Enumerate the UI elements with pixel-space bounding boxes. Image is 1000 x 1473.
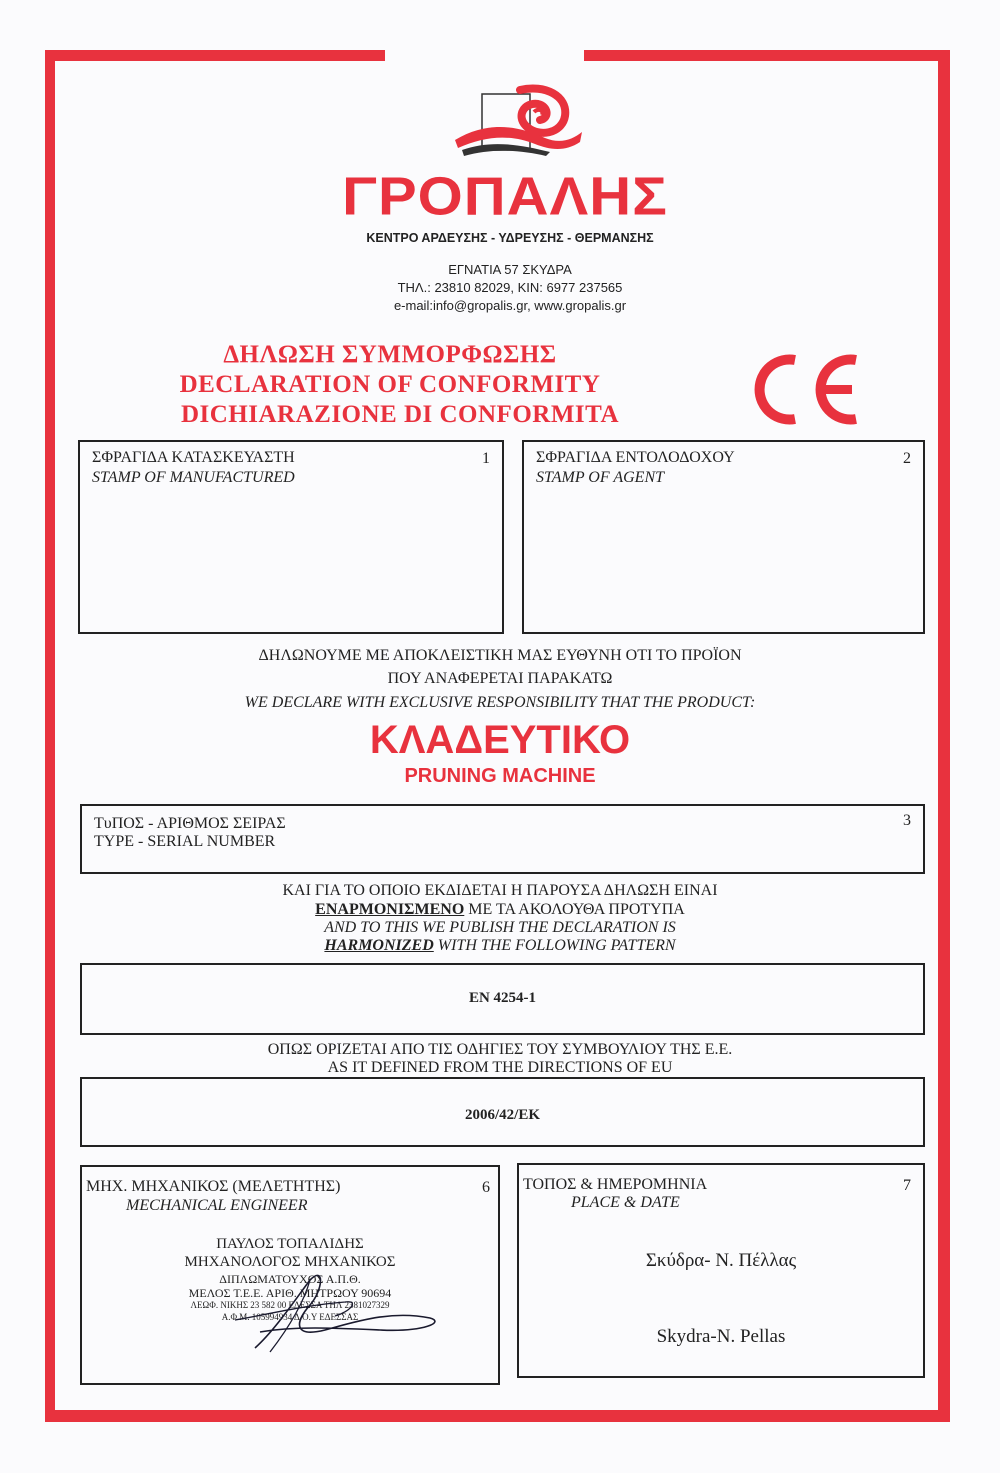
declare-line-1: ΔΗΛΩΝΟΥΜΕ ΜΕ ΑΠΟΚΛΕΙΣΤΙΚΗ ΜΑΣ ΕΥΘΥΝΗ ΟΤΙ ΤΟ ΠΡΟΪΟΝ xyxy=(258,647,742,664)
agent-stamp-box xyxy=(522,440,925,634)
engineer-stamp-title: ΜΗΧΑΝΟΛΟΓΟΣ ΜΗΧΑΝΙΚΟΣ xyxy=(184,1254,396,1270)
product-name-english: PRUNING MACHINE xyxy=(404,765,596,787)
company-address: ΕΓΝΑΤΙΑ 57 ΣΚΥΔΡΑ xyxy=(448,262,572,277)
directive-line-2: AS IT DEFINED FROM THE DIRECTIONS OF EU xyxy=(327,1059,673,1076)
place-greek: Σκύδρα- Ν. Πέλλας xyxy=(645,1250,797,1271)
harmonized-line-2-rest: ΜΕ ΤΑ ΑΚΟΛΟΥΘΑ ΠΡΟΤΥΠΑ xyxy=(464,901,685,918)
engineer-stamp-address: ΛΕΩΦ. ΝΙΚΗΣ 23 582 00 ΕΔΕΣΣΑ ΤΗΛ 2381027329 xyxy=(190,1300,390,1310)
engineer-stamp-diploma: ΔΙΠΛΩΜΑΤΟΥΧΟΣ Α.Π.Θ. xyxy=(219,1272,361,1286)
engineer-stamp-name: ΠΑΥΛΟΣ ΤΟΠΑΛΙΔΗΣ xyxy=(216,1236,364,1252)
company-email: e-mail:info@gropalis.gr, www.gropalis.gr xyxy=(393,298,627,313)
place-date-label-english: PLACE & DATE xyxy=(571,1194,680,1211)
harmonized-line-3: AND TO THIS WE PUBLISH THE DECLARATION IS xyxy=(324,919,676,936)
directive-box xyxy=(80,1077,925,1147)
declare-line-2: ΠΟΥ ΑΝΑΦΕΡΕΤΑΙ ΠΑΡΑΚΑΤΩ xyxy=(387,670,613,687)
standard-value: EN 4254-1 xyxy=(468,990,537,1006)
place-date-box xyxy=(517,1163,925,1378)
agent-stamp-label-english: STAMP OF AGENT xyxy=(536,469,665,486)
declare-line-3: WE DECLARE WITH EXCLUSIVE RESPONSIBILITY THAT THE PRODUCT: xyxy=(244,694,756,711)
type-serial-label-greek: ΤυΠΟΣ - ΑΡΙΘΜΟΣ ΣΕΙΡΑΣ xyxy=(94,815,286,832)
title-italian: DICHIARAZIONE DI CONFORMITA xyxy=(180,401,620,428)
standard-box xyxy=(80,963,925,1035)
company-logo-icon xyxy=(450,82,585,162)
directive-line-1: ΟΠΩΣ ΟΡΙΖΕΤΑΙ ΑΠΟ ΤΙΣ ΟΔΗΓΙΕΣ ΤΟΥ ΣΥΜΒΟΥΛΙΟΥ ΤΗΣ Ε.Ε. xyxy=(267,1041,733,1058)
box-number: 1 xyxy=(482,450,490,467)
box-number: 6 xyxy=(482,1179,490,1196)
manufacturer-stamp-label-greek: ΣΦΡΑΓΙΔΑ ΚΑΤΑΣΚΕΥΑΣΤΗ xyxy=(92,449,295,466)
harmonized-english-emphasis: HARMONIZED xyxy=(324,937,434,954)
harmonized-line-4-rest: WITH THE FOLLOWING PATTERN xyxy=(433,937,676,954)
manufacturer-stamp-box xyxy=(78,440,504,634)
type-serial-box xyxy=(80,804,925,874)
frame-bottom xyxy=(45,1410,950,1422)
brand-subtitle: ΚΕΝΤΡΟ ΑΡΔΕΥΣΗΣ - ΥΔΡΕΥΣΗΣ - ΘΕΡΜΑΝΣΗΣ xyxy=(366,231,654,245)
box-number: 3 xyxy=(903,812,911,829)
engineer-label-greek: ΜΗΧ. ΜΗΧΑΝΙΚΟΣ (ΜΕΛΕΤΗΤΗΣ) xyxy=(86,1178,341,1195)
engineer-stamp-member: ΜΕΛΟΣ Τ.Ε.Ε. ΑΡΙΘ. ΜΗΤΡΩΟΥ 90694 xyxy=(188,1286,392,1300)
type-serial-label-english: TYPE - SERIAL NUMBER xyxy=(94,833,276,850)
company-phone: ΤΗΛ.: 23810 82029, ΚΙΝ: 6977 237565 xyxy=(397,280,623,295)
engineer-label-english: MECHANICAL ENGINEER xyxy=(126,1197,308,1214)
frame-top-right xyxy=(584,50,950,61)
frame-left xyxy=(45,50,55,1422)
box-number: 2 xyxy=(903,450,911,467)
harmonized-line-1: ΚΑΙ ΓΙΑ ΤΟ ΟΠΟΙΟ ΕΚΔΙΔΕΤΑΙ Η ΠΑΡΟΥΣΑ ΔΗΛΩΣΗ ΕΙΝΑΙ xyxy=(282,882,718,899)
harmonized-greek-emphasis: ΕΝΑΡΜΟΝΙΣΜΕΝΟ xyxy=(315,901,465,918)
product-name-greek: ΚΛΑΔΕΥΤΙΚΟ xyxy=(369,718,631,762)
frame-right xyxy=(938,50,950,1422)
agent-stamp-label-greek: ΣΦΡΑΓΙΔΑ ΕΝΤΟΛΟΔΟΧΟΥ xyxy=(536,449,735,466)
manufacturer-stamp-label-english: STAMP OF MANUFACTURED xyxy=(92,469,295,486)
frame-top-left xyxy=(45,50,385,61)
engineer-signature-icon xyxy=(175,1260,445,1360)
brand-name: ΓΡΟΠΑΛΗΣ xyxy=(342,166,668,227)
harmonized-line-4 xyxy=(100,938,900,954)
place-english: Skydra-N. Pellas xyxy=(656,1326,786,1347)
harmonized-line-2 xyxy=(100,902,900,918)
ce-mark xyxy=(748,352,863,427)
directive-value: 2006/42/ΕΚ xyxy=(464,1107,540,1123)
place-date-label-greek: ΤΟΠΟΣ & ΗΜΕΡΟΜΗΝΙΑ xyxy=(523,1176,708,1193)
box-number: 7 xyxy=(903,1177,911,1194)
engineer-stamp-tax-id: Α.Φ.Μ. 105994934 Δ.Ο.Υ ΕΔΕΣΣΑΣ xyxy=(221,1312,359,1322)
title-greek: ΔΗΛΩΣΗ ΣΥΜΜΟΡΦΩΣΗΣ xyxy=(223,341,557,368)
title-english: DECLARATION OF CONFORMITY xyxy=(179,371,601,398)
